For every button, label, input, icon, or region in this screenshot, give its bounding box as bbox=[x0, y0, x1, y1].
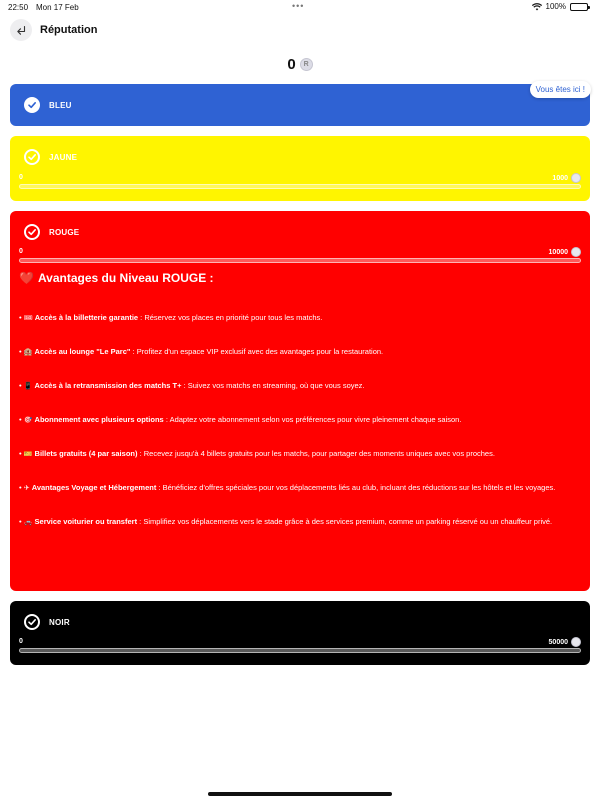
check-circle-icon bbox=[24, 224, 40, 240]
list-item: • 🚗 Service voiturier ou transfert : Simplifiez vos déplacements vers le stade grâce à des services premium, comme un parking réservé ou un chauffeur privé. bbox=[19, 517, 553, 526]
level-card-jaune[interactable] bbox=[10, 136, 590, 201]
level-header bbox=[24, 97, 72, 113]
advantage-title: Service voiturier ou transfert bbox=[34, 517, 138, 526]
check-circle-icon bbox=[24, 97, 40, 113]
arrow-left-icon bbox=[16, 25, 26, 35]
check-circle-icon bbox=[24, 149, 40, 165]
status-time: 22:50 bbox=[8, 3, 29, 12]
advantage-title: Accès à la retransmission des matchs T+ bbox=[34, 381, 182, 390]
battery-percent: 100% bbox=[545, 2, 566, 11]
level-card-rouge[interactable] bbox=[10, 211, 590, 591]
phone-icon: 📱 bbox=[23, 383, 33, 390]
list-item: • 🎟 Accès à la billetterie garantie : Réservez vos places en priorité pour tous les matchs. bbox=[19, 313, 323, 322]
level-name: ROUGE bbox=[49, 227, 80, 237]
level-card-noir[interactable] bbox=[10, 601, 590, 665]
multitasking-dots-icon[interactable]: ••• bbox=[292, 1, 305, 11]
advantage-title: Accès au lounge "Le Parc" bbox=[34, 347, 131, 356]
advantage-text: : Simplifiez vos déplacements vers le stade grâce à des services premium, comme un parking réservé ou un chauffeur privé. bbox=[137, 517, 553, 526]
reputation-coin-icon bbox=[300, 58, 313, 71]
battery-icon bbox=[570, 3, 588, 11]
progress-max bbox=[552, 173, 581, 183]
progress-bar bbox=[19, 258, 581, 263]
home-indicator[interactable] bbox=[208, 792, 392, 796]
level-header bbox=[24, 614, 70, 630]
advantage-title: Accès à la billetterie garantie bbox=[34, 313, 139, 322]
progress-min: 0 bbox=[19, 248, 23, 255]
level-name: NOIR bbox=[49, 617, 70, 627]
list-item: • ✈ Avantages Voyage et Hébergement : Bénéficiez d'offres spéciales pour vos déplacements liés au club, incluant des réductions sur les hôtels et les voyages. bbox=[19, 483, 556, 492]
advantage-text: : Profitez d'un espace VIP exclusif avec des avantages pour la restauration. bbox=[130, 347, 384, 356]
level-name: BLEU bbox=[49, 100, 72, 110]
list-item: • 📱 Accès à la retransmission des matchs T+ : Suivez vos matchs en streaming, où que vous soyez. bbox=[19, 381, 365, 390]
ticket-icon: 🎫 bbox=[23, 451, 33, 458]
progress-min: 0 bbox=[19, 638, 23, 645]
plane-icon: ✈ bbox=[23, 485, 30, 492]
advantage-title: Billets gratuits (4 par saison) bbox=[34, 449, 138, 458]
reputation-coin-icon bbox=[571, 247, 581, 257]
advantage-title: Avantages Voyage et Hébergement bbox=[31, 483, 157, 492]
page-title: Réputation bbox=[40, 24, 98, 36]
advantage-text: : Suivez vos matchs en streaming, où que vous soyez. bbox=[181, 381, 365, 390]
lounge-icon: 🏨 bbox=[23, 349, 33, 356]
advantages-title bbox=[19, 271, 214, 285]
list-item: • 🎫 Billets gratuits (4 par saison) : Recevez jusqu'à 4 billets gratuits pour les matchs, pour partager des moments uniques avec vos proches. bbox=[19, 449, 495, 458]
heart-icon: ❤️ bbox=[19, 271, 34, 285]
progress-max-value: 10000 bbox=[548, 248, 568, 256]
ticket-icon: 🎟 bbox=[23, 315, 33, 322]
reputation-coin-icon bbox=[571, 637, 581, 647]
progress-max bbox=[549, 637, 581, 647]
status-bar bbox=[0, 0, 600, 14]
progress-max-value: 1000 bbox=[552, 174, 568, 182]
advantage-text: : Réservez vos places en priorité pour tous les matchs. bbox=[138, 313, 323, 322]
list-item: • 🎯 Abonnement avec plusieurs options : Adaptez votre abonnement selon vos préférences pour vivre pleinement chaque saison. bbox=[19, 415, 462, 424]
advantage-text: : Adaptez votre abonnement selon vos préférences pour vivre pleinement chaque saison. bbox=[163, 415, 462, 424]
wifi-icon bbox=[532, 3, 542, 11]
car-icon: 🚗 bbox=[23, 519, 33, 526]
back-button[interactable] bbox=[10, 19, 32, 41]
target-icon: 🎯 bbox=[23, 417, 33, 424]
advantage-title: Abonnement avec plusieurs options bbox=[34, 415, 164, 424]
progress-bar bbox=[19, 184, 581, 189]
progress-bar bbox=[19, 648, 581, 653]
status-date: Mon 17 Feb bbox=[36, 3, 79, 12]
status-right bbox=[532, 2, 588, 11]
level-header bbox=[24, 149, 77, 165]
advantage-text: : Recevez jusqu'à 4 billets gratuits pour les matchs, pour partager des moments uniques avec vos proches. bbox=[137, 449, 495, 458]
reputation-coin-icon bbox=[571, 173, 581, 183]
header bbox=[10, 18, 97, 42]
check-circle-icon bbox=[24, 614, 40, 630]
progress-max-value: 50000 bbox=[548, 638, 568, 646]
advantages-list bbox=[19, 311, 581, 549]
current-level-badge: Vous êtes ici ! bbox=[530, 81, 591, 98]
reputation-balance bbox=[0, 56, 600, 73]
balance-value: 0 bbox=[287, 56, 296, 73]
advantage-text: : Bénéficiez d'offres spéciales pour vos déplacements liés au club, incluant des réductions sur les hôtels et les voyages. bbox=[156, 483, 556, 492]
list-item: • 🏨 Accès au lounge "Le Parc" : Profitez d'un espace VIP exclusif avec des avantages pour la restauration. bbox=[19, 347, 384, 356]
progress-max bbox=[549, 247, 581, 257]
coin-label: R bbox=[303, 61, 309, 68]
level-name: JAUNE bbox=[49, 152, 78, 162]
progress-min: 0 bbox=[19, 174, 23, 181]
level-header bbox=[24, 224, 79, 240]
advantages-title-text: Avantages du Niveau ROUGE : bbox=[37, 271, 214, 285]
level-card-bleu[interactable] bbox=[10, 84, 590, 126]
